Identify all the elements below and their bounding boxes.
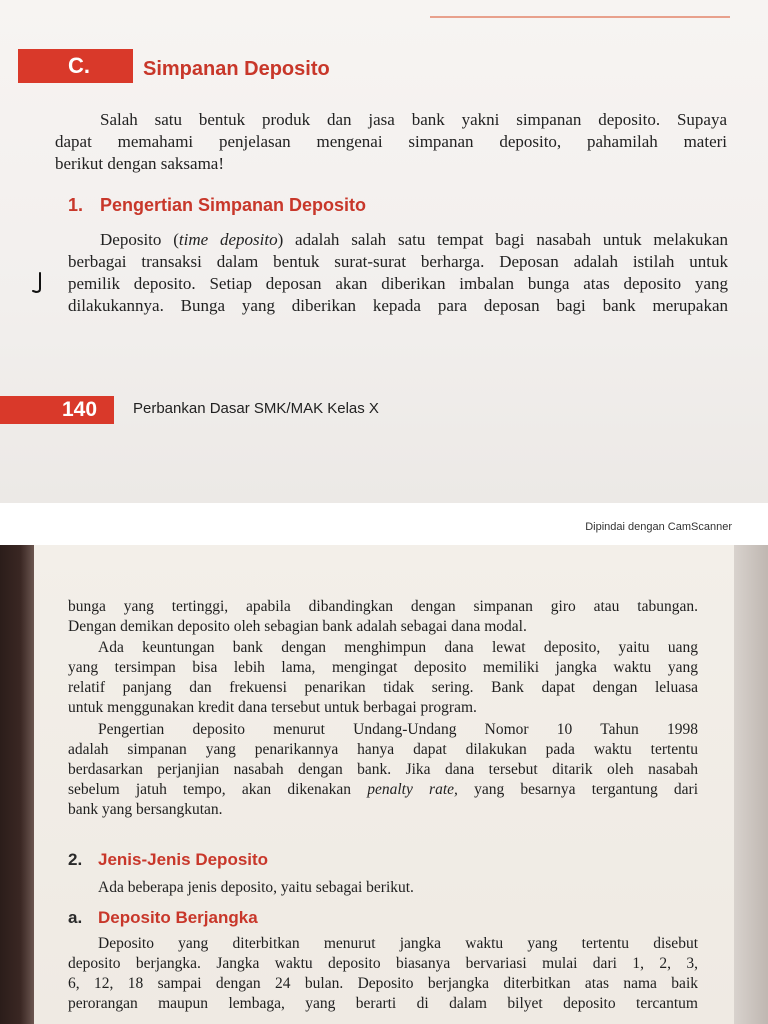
para-1-line-1: bunga yang tertinggi, apabila dibandingkan dengan simpanan giro atau tabungan. xyxy=(68,598,698,615)
jenis-deposito-heading xyxy=(68,850,268,870)
intro-paragraph xyxy=(55,109,727,175)
page-edge-right xyxy=(734,545,768,1024)
book-footer: Perbankan Dasar SMK/MAK Kelas X xyxy=(133,400,379,417)
para-3 xyxy=(68,720,698,820)
para-2 xyxy=(68,638,698,718)
para-3-line-5: bank yang bersangkutan. xyxy=(68,801,223,818)
para-2-line-3: relatif panjang dan frekuensi penarikan tidak sering. Bank dapat dengan leluasa xyxy=(68,679,698,696)
page-number: 140 xyxy=(62,398,98,421)
para-2-line-2: yang tersimpan bisa lebih lama, mengingat deposito memiliki jangka waktu yang xyxy=(68,659,698,676)
heading-a-letter: a. xyxy=(68,908,83,927)
definition-line-3: pemilik deposito. Setiap deposan akan diberikan imbalan bunga atas deposito yang xyxy=(68,274,728,293)
pen-mark-icon xyxy=(30,272,46,294)
jenis-intro xyxy=(68,878,698,898)
para-a-line-2: deposito berjangka. Jangka waktu deposito biasanya bervariasi mulai dari 1, 2, 3, xyxy=(68,955,698,972)
para-2-line-4: untuk menggunakan kredit dana tersebut untuk berbagai program. xyxy=(68,699,477,716)
definition-line-2: berbagai transaksi dalam bentuk surat-surat berharga. Deposan adalah istilah untuk xyxy=(68,252,728,271)
definition-italic-term: time deposito xyxy=(178,230,278,249)
para-a-line-1: Deposito yang diterbitkan menurut jangka waktu yang tertentu disebut xyxy=(98,935,698,952)
page-edge-left xyxy=(0,545,34,1024)
para-a-line-4: perorangan maupun lembaga, yang berarti di dalam bilyet deposito tercantum xyxy=(68,995,698,1012)
definition-line-4: dilakukannya. Bunga yang diberikan kepada para deposan bagi bank merupakan xyxy=(68,296,728,315)
definition-paragraph xyxy=(68,229,728,317)
top-page xyxy=(0,0,768,503)
para-3-line-3: berdasarkan perjanjian nasabah dengan bank. Jika dana tersebut ditarik oleh nasabah xyxy=(68,761,698,778)
definition-line-1 xyxy=(68,229,728,251)
section-title: Simpanan Deposito xyxy=(143,58,330,80)
intro-line-1: Salah satu bentuk produk dan jasa bank yakni simpanan deposito. Supaya xyxy=(100,110,727,129)
para-1-line-2: Dengan demikan deposito oleh sebagian bank adalah sebagai dana modal. xyxy=(68,618,527,635)
jenis-intro-line: Ada beberapa jenis deposito, yaitu sebagai berikut. xyxy=(98,879,414,896)
para-2-line-1: Ada keuntungan bank dengan menghimpun dana lewat deposito, yaitu uang xyxy=(98,639,698,656)
heading-2-title: Jenis-Jenis Deposito xyxy=(98,850,269,869)
para-3-line-1: Pengertian deposito menurut Undang-Undang Nomor 10 Tahun 1998 xyxy=(98,721,698,738)
definition-line-1-end: ) adalah salah satu tempat bagi nasabah untuk melakukan xyxy=(277,230,729,249)
heading-2-number: 2. xyxy=(68,850,83,869)
penalty-rate-term: penalty rate, xyxy=(367,781,458,798)
subsection-heading xyxy=(68,195,366,216)
para-3-line-4-end: yang besarnya tergantung dari xyxy=(457,781,698,798)
para-a xyxy=(68,934,698,1014)
bottom-page xyxy=(34,545,734,1024)
para-3-line-4 xyxy=(68,780,698,800)
para-a-line-3: 6, 12, 18 sampai dengan 24 bulan. Deposito berjangka diterbitkan atas nama baik xyxy=(68,975,698,992)
scanner-watermark: Dipindai dengan CamScanner xyxy=(585,521,732,533)
deposito-berjangka-heading xyxy=(68,908,258,928)
definition-line-1-start: Deposito ( xyxy=(100,230,179,249)
intro-line-3: berikut dengan saksama! xyxy=(55,154,224,173)
subsection-title: Pengertian Simpanan Deposito xyxy=(100,195,367,215)
decorative-line xyxy=(430,16,730,18)
subsection-number: 1. xyxy=(68,195,84,215)
intro-line-2: dapat memahami penjelasan mengenai simpanan deposito, pahamilah materi xyxy=(55,132,727,151)
para-3-line-2: adalah simpanan yang penarikannya hanya dapat dilakukan pada waktu tertentu xyxy=(68,741,698,758)
section-letter-badge: C. xyxy=(18,49,133,83)
para-3-line-4-start: sebelum jatuh tempo, akan dikenakan xyxy=(68,781,368,798)
heading-a-title: Deposito Berjangka xyxy=(98,908,258,927)
para-1 xyxy=(68,597,698,637)
